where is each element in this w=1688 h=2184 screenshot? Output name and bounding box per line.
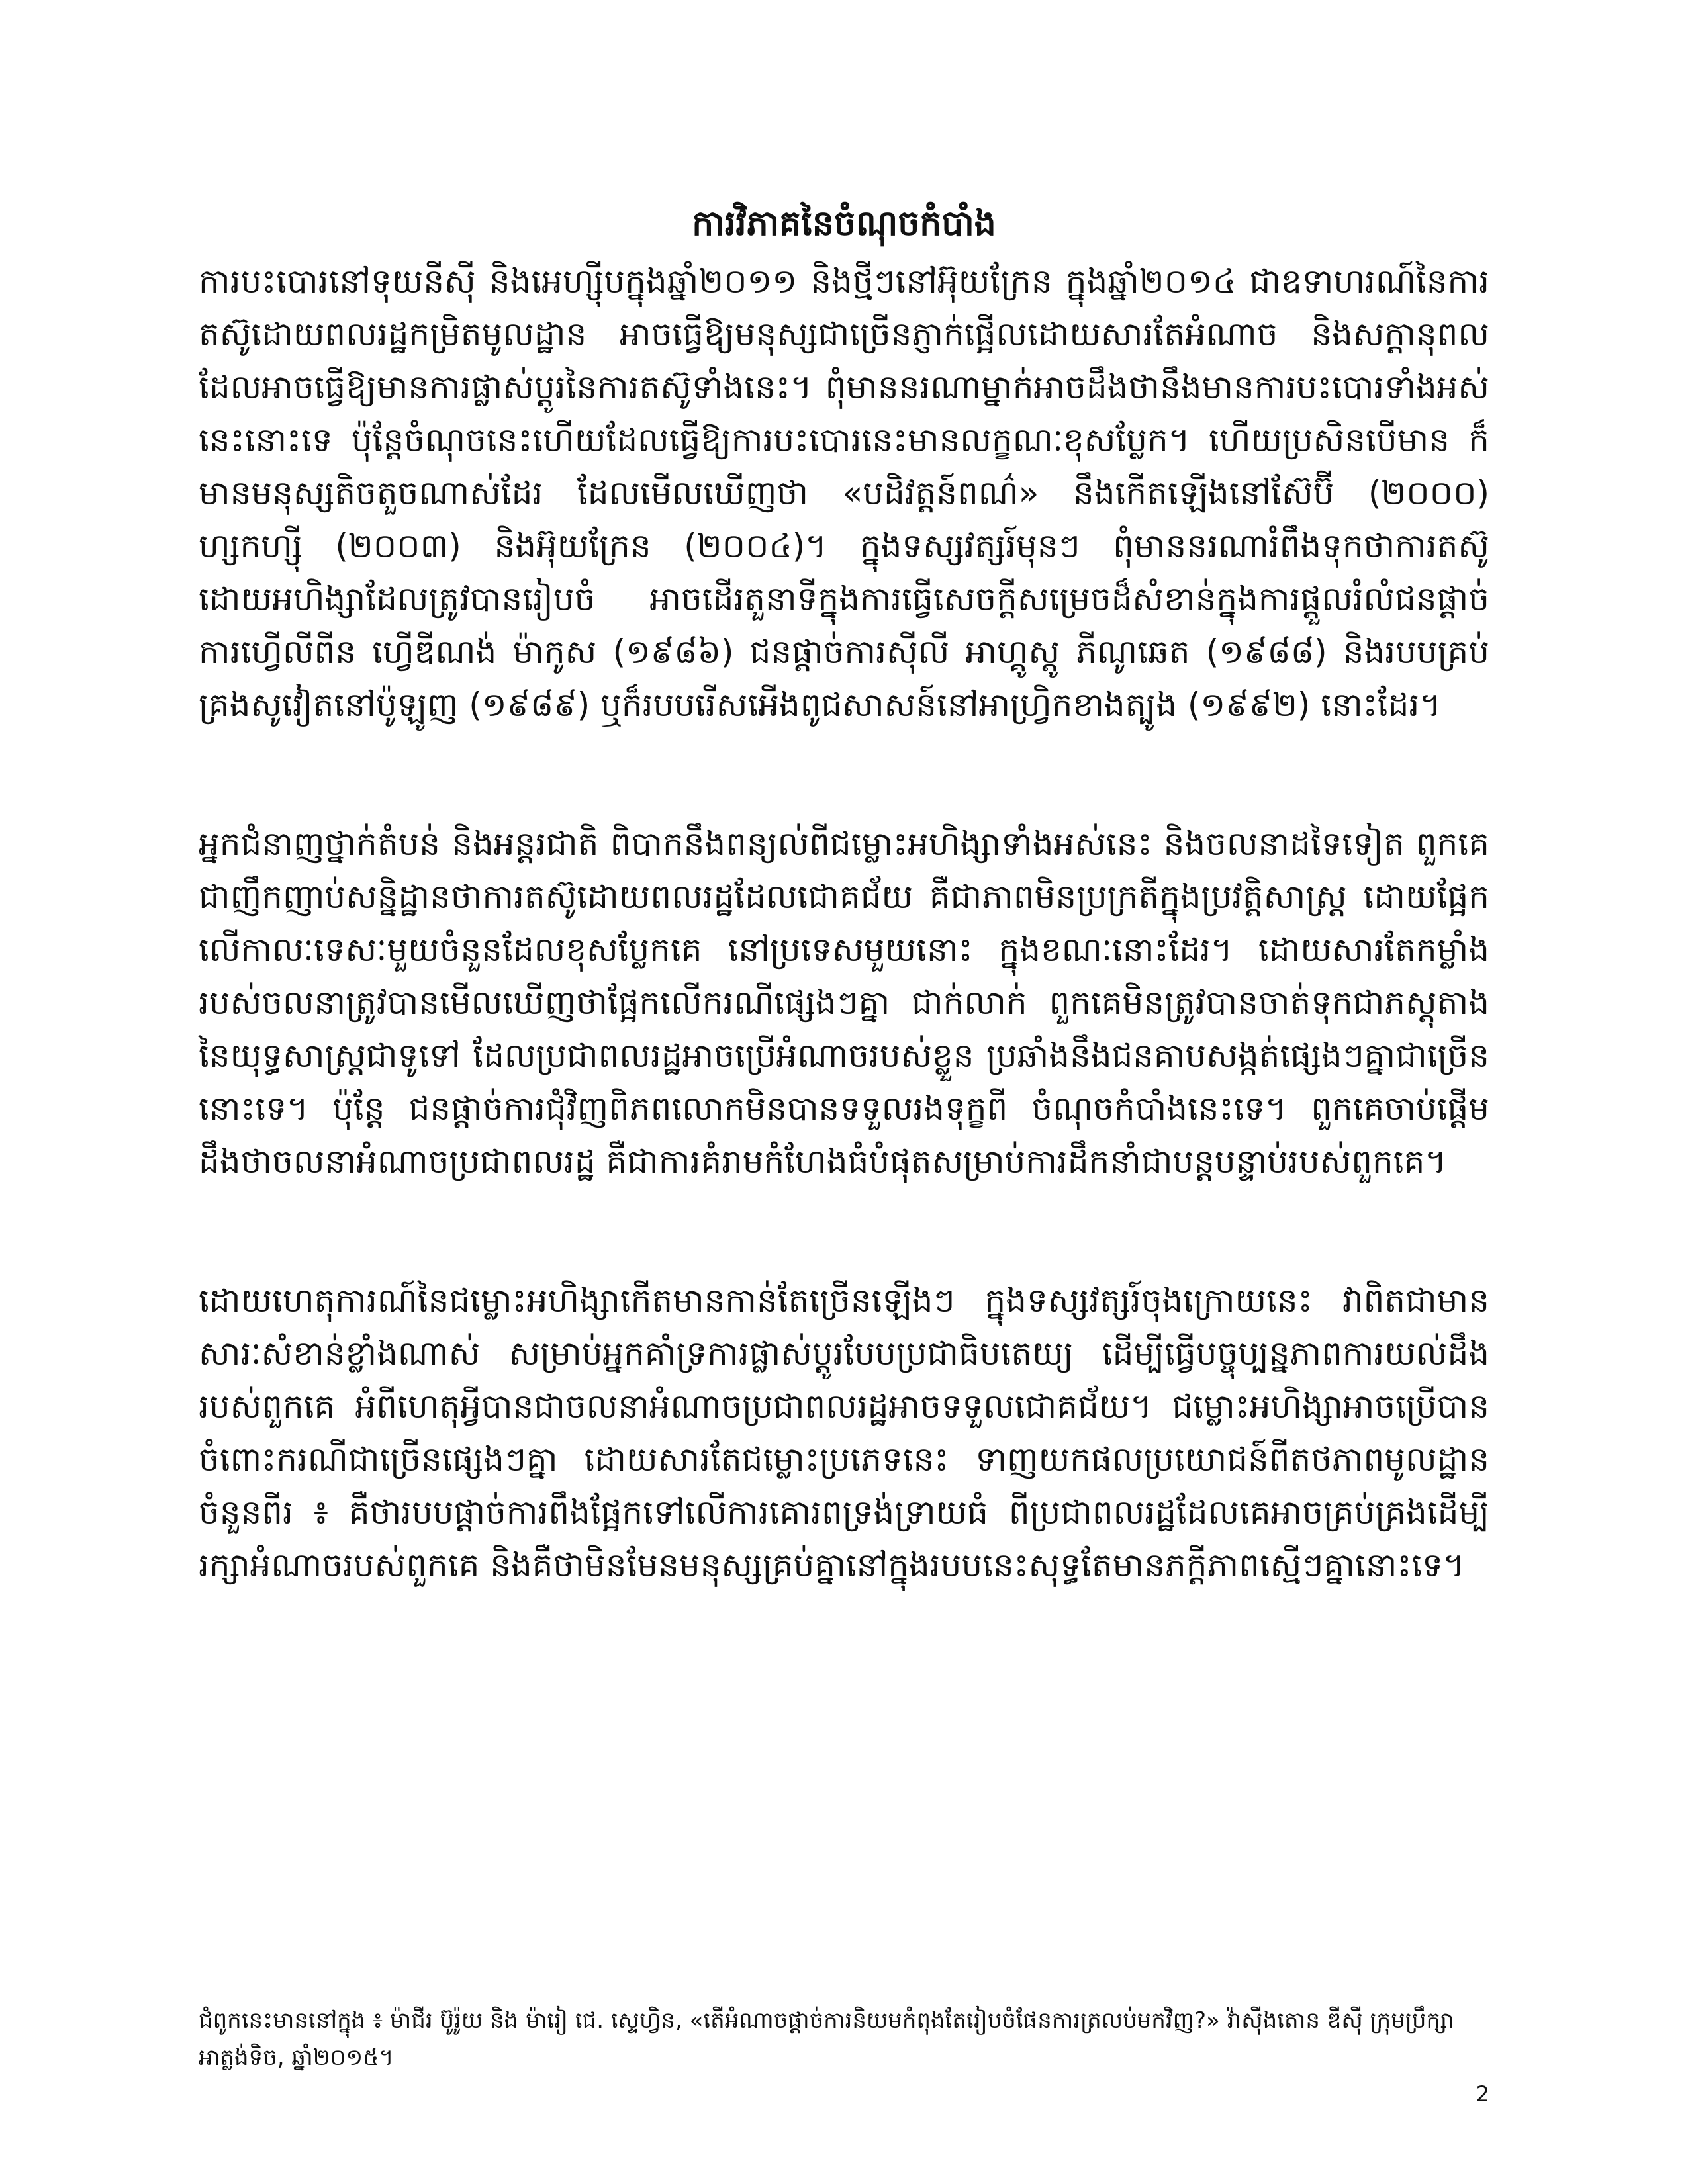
page-title: ការវិភាគនៃចំណុចកំបាំង bbox=[692, 204, 996, 244]
paragraph-1: ការបះបោរនៅទុយនីស៊ី និងអេហ្ស៊ីបក្នុងឆ្នាំ២០១១ និងថ្មីៗនៅអ៊ុយក្រែន ក្នុងឆ្នាំ២០១៤ ជាឧទាហរណ៍នៃការតស៊ូដោយពលរដ្ឋកម្រិតមូលដ្ឋាន អាចធ្វើឱ្យមនុស្សជាច្រើនភ្ញាក់ផ្អើលដោយសារតែអំណាច និងសក្តានុពលដែលអាចធ្វើឱ្យមានការផ្លាស់ប្តូរនៃការតស៊ូទាំងនេះ។ ពុំមាននរណាម្នាក់អាចដឹងថានឹងមានការបះបោរទាំងអស់នេះនោះទេ ប៉ុន្តែចំណុចនេះហើយដែលធ្វើឱ្យការបះបោរនេះមានលក្ខណៈខុសប្លែក។ ហើយប្រសិនបើមាន ក៏មានមនុស្សតិចតួចណាស់ដែរ ដែលមើលឃើញថា «បដិវត្តន៍ពណ៌» នឹងកើតឡើងនៅស៊ែប៊ី (២០០០) ហ្សកហ្ស៊ី (២០០៣) និងអ៊ុយក្រែន (២០០៤)។ ក្នុងទស្សវត្សរ៍មុនៗ ពុំមាននរណារំពឹងទុកថាការតស៊ូដោយអហិង្សាដែលត្រូវបានរៀបចំ អាចដើរតួនាទីក្នុងការធ្វើសេចក្តីសម្រេចដ៏សំខាន់ក្នុងការផ្តួលរំលំជនផ្តាច់ការហ្វើលីពីន ហ្វើឌីណង់ ម៉ាកូស (១៩៨៦) ជនផ្តាច់ការស៊ីលី អាហ្គូស្តូ ភីណូឆេត (១៩៨៨) និងរបបគ្រប់គ្រងសូវៀតនៅប៉ូឡូញ (១៩៨៩) ឬក៏របបរើសអើងពូជសាសន៍នៅអាហ្វ្រិកខាងត្បូង (១៩៩២) នោះដែរ។ bbox=[199, 262, 1489, 724]
paragraph-2: អ្នកជំនាញថ្នាក់តំបន់ និងអន្តរជាតិ ពិបាកនឹងពន្យល់ពីជម្លោះអហិង្សាទាំងអស់នេះ និងចលនាដទៃទៀត ពួកគេជាញឹកញាប់សន្និដ្ឋានថាការតស៊ូដោយពលរដ្ឋដែលជោគជ័យ គឺជាភាពមិនប្រក្រតីក្នុងប្រវត្តិសាស្ត្រ ដោយផ្អែកលើកាលៈទេសៈមួយចំនួនដែលខុសប្លែកគេ នៅប្រទេសមួយនោះ ក្នុងខណៈនោះដែរ។ ដោយសារតែកម្លាំងរបស់ចលនាត្រូវបានមើលឃើញថាផ្អែកលើករណីផ្សេងៗគ្នា ជាក់លាក់ ពួកគេមិនត្រូវបានចាត់ទុកជាភស្តុតាងនៃយុទ្ធសាស្ត្រជាទូទៅ ដែលប្រជាពលរដ្ឋអាចប្រើអំណាចរបស់ខ្លួន ប្រឆាំងនឹងជនគាបសង្កត់ផ្សេងៗគ្នាជាច្រើននោះទេ។ ប៉ុន្តែ ជនផ្តាច់ការជុំវិញពិភពលោកមិនបានទទួលរងទុក្ខពី ចំណុចកំបាំងនេះទេ។ ពួកគេចាប់ផ្តើមដឹងថាចលនាអំណាចប្រជាពលរដ្ឋ គឺជាការគំរាមកំហែងធំបំផុតសម្រាប់ការដឹកនាំជាបន្តបន្ទាប់របស់ពួកគេ។ bbox=[199, 825, 1489, 1181]
paragraph-3: ដោយហេតុការណ៍នៃជម្លោះអហិង្សាកើតមានកាន់តែច្រើនឡើងៗ ក្នុងទស្សវត្សរ៍ចុងក្រោយនេះ វាពិតជាមានសារៈសំខាន់ខ្លាំងណាស់ សម្រាប់អ្នកគាំទ្រការផ្លាស់ប្តូរបែបប្រជាធិបតេយ្យ ដើម្បីធ្វើបច្ចុប្បន្នភាពការយល់ដឹងរបស់ពួកគេ អំពីហេតុអ្វីបានជាចលនាអំណាចប្រជាពលរដ្ឋអាចទទួលជោគជ័យ។ ជម្លោះអហិង្សាអាចប្រើបានចំពោះករណីជាច្រើនផ្សេងៗគ្នា ដោយសារតែជម្លោះប្រភេទនេះ ទាញយកផលប្រយោជន៍ពីតថភាពមូលដ្ឋានចំនួនពីរ ៖ គឺថារបបផ្តាច់ការពឹងផ្អែកទៅលើការគោរពទ្រង់ទ្រាយធំ ពីប្រជាពលរដ្ឋដែលគេអាចគ្រប់គ្រងដើម្បីរក្សាអំណាចរបស់ពួកគេ និងគឺថាមិនមែនមនុស្សគ្រប់គ្នានៅក្នុងរបបនេះសុទ្ធតែមានភក្តីភាពស្មើៗគ្នានោះទេ។ bbox=[199, 1281, 1489, 1584]
body-text bbox=[199, 255, 1489, 1678]
page-number: 2 bbox=[1476, 2081, 1489, 2107]
footnote: ជំពូកនេះមាននៅក្នុង ៖ ម៉ាជីរ ប៊ូរ៉ូយ និង ម៉ារៀ ជេ. ស្ទេហ្វិន, «តើអំណាចផ្តាច់ការនិយមកំពុងតែរៀបចំផែនការត្រលប់មកវិញ?» វ៉ាស៊ីងតោន ឌីស៊ី ក្រុមប្រឹក្សាអាត្លង់ទិច, ឆ្នាំ២០១៥។ bbox=[199, 2007, 1454, 2071]
